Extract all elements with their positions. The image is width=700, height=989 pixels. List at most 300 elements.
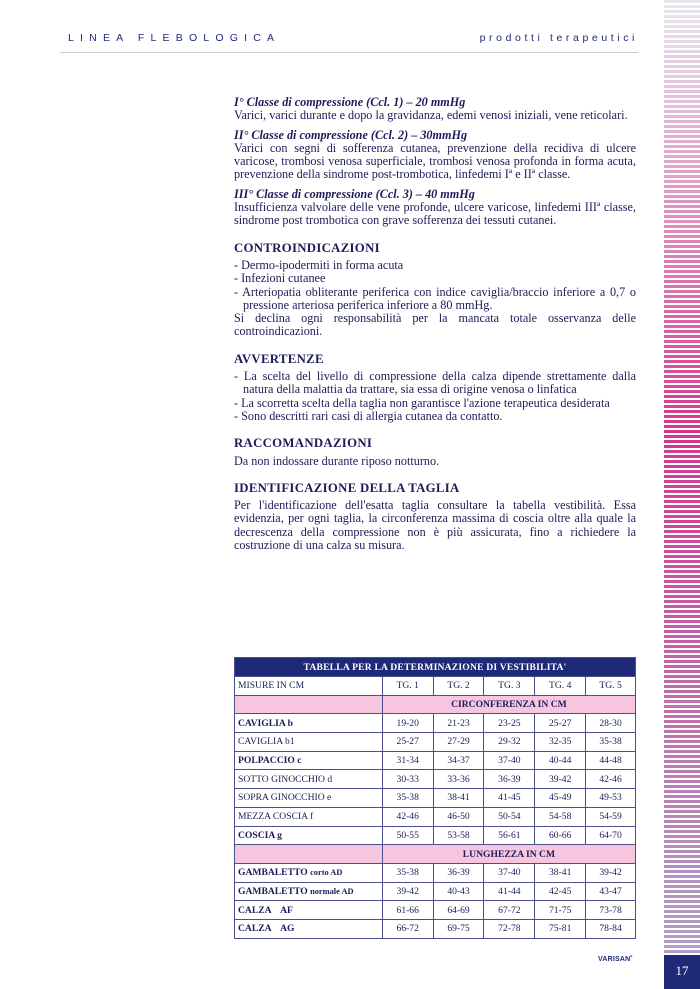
table-row <box>235 863 636 882</box>
stripe-line <box>664 835 700 838</box>
row-label-text: SOPRA GINOCCHIO e <box>238 792 332 804</box>
stripe-line <box>664 620 700 623</box>
stripe-line <box>664 625 700 628</box>
stripe-line <box>664 795 700 798</box>
row-label <box>235 770 383 789</box>
class-3-title: III° Classe di compressione (Ccl. 3) – 40 mmHg <box>234 186 475 201</box>
stripe-line <box>664 510 700 513</box>
subheader-blank <box>235 695 383 714</box>
stripe-line <box>664 645 700 648</box>
stripe-line <box>664 670 700 673</box>
stripe-line <box>664 815 700 818</box>
stripe-line <box>664 895 700 898</box>
stripe-line <box>664 655 700 658</box>
stripe-line <box>664 725 700 728</box>
table-cell: 56-61 <box>484 826 535 845</box>
list-item: - La scorretta scelta della taglia non garantisce l'azione terapeutica desiderata <box>234 395 610 410</box>
stripe-line <box>664 170 700 173</box>
stripe-line <box>664 460 700 463</box>
stripe-line <box>664 770 700 773</box>
stripe-line <box>664 700 700 703</box>
table-cell: 69-75 <box>433 919 484 938</box>
table-cell: 50-54 <box>484 807 535 826</box>
subheader-label: CIRCONFERENZA IN CM <box>382 695 635 714</box>
stripe-line <box>664 705 700 708</box>
table-row <box>235 882 636 901</box>
stripe-line <box>664 225 700 228</box>
stripe-line <box>664 945 700 948</box>
table-cell: 28-30 <box>586 714 636 733</box>
row-label <box>235 826 383 845</box>
stripe-line <box>664 500 700 503</box>
stripe-line <box>664 575 700 578</box>
brand-logo: VARISAN˚ <box>598 956 633 963</box>
raccomandazioni-text: Da non indossare durante riposo notturno. <box>234 453 440 468</box>
stripe-line <box>664 135 700 138</box>
table-cell: 50-55 <box>382 826 433 845</box>
stripe-line <box>664 130 700 133</box>
stripe-line <box>664 780 700 783</box>
stripe-line <box>664 280 700 283</box>
table-cell: 29-32 <box>484 733 535 752</box>
stripe-line <box>664 710 700 713</box>
table-cell: 61-66 <box>382 901 433 920</box>
list-item: - Sono descritti rari casi di allergia cutanea da contatto. <box>234 408 503 423</box>
stripe-line <box>664 195 700 198</box>
stripe-line <box>664 455 700 458</box>
series-title: LINEA FLEBOLOGICA <box>68 32 281 44</box>
stripe-line <box>664 735 700 738</box>
table-cell: 33-36 <box>433 770 484 789</box>
stripe-line <box>664 40 700 43</box>
stripe-line <box>664 30 700 33</box>
stripe-line <box>664 755 700 758</box>
table-cell: 60-66 <box>535 826 586 845</box>
table-cell: 72-78 <box>484 919 535 938</box>
table-row <box>235 751 636 770</box>
stripe-line <box>664 25 700 28</box>
stripe-line <box>664 910 700 913</box>
table-cell: 36-39 <box>433 863 484 882</box>
stripe-line <box>664 685 700 688</box>
stripe-line <box>664 775 700 778</box>
table-cell: 38-41 <box>433 789 484 808</box>
stripe-line <box>664 405 700 408</box>
stripe-line <box>664 840 700 843</box>
row-label-detail: corto AD <box>310 868 343 878</box>
stripe-line <box>664 185 700 188</box>
stripe-line <box>664 525 700 528</box>
table-cell: 25-27 <box>382 733 433 752</box>
stripe-line <box>664 10 700 13</box>
stripe-line <box>664 865 700 868</box>
stripe-line <box>664 595 700 598</box>
row-label <box>235 919 383 938</box>
stripe-line <box>664 200 700 203</box>
stripe-line <box>664 45 700 48</box>
page-number: 17 <box>664 955 700 989</box>
stripe-line <box>664 360 700 363</box>
stripe-line <box>664 825 700 828</box>
stripe-line <box>664 750 700 753</box>
stripe-line <box>664 850 700 853</box>
stripe-line <box>664 935 700 938</box>
stripe-line <box>664 365 700 368</box>
row-label <box>235 882 383 901</box>
table-cell: 42-45 <box>535 882 586 901</box>
table-cell: 41-44 <box>484 882 535 901</box>
controindicazioni-list <box>234 259 636 312</box>
row-label-text: GAMBALETTO <box>238 867 308 879</box>
stripe-line <box>664 140 700 143</box>
stripe-line <box>664 5 700 8</box>
stripe-line <box>664 885 700 888</box>
stripe-line <box>664 920 700 923</box>
class-1-title: I° Classe di compressione (Ccl. 1) – 20 mmHg <box>234 95 466 109</box>
stripe-line <box>664 610 700 613</box>
row-label <box>235 733 383 752</box>
category-title: prodotti terapeutici <box>479 32 638 44</box>
row-label-text: GAMBALETTO <box>238 885 308 897</box>
stripe-line <box>664 340 700 343</box>
stripe-line <box>664 255 700 258</box>
stripe-line <box>664 180 700 183</box>
stripe-line <box>664 235 700 238</box>
header-cell: TG. 2 <box>433 677 484 696</box>
controindicazioni-heading: CONTROINDICAZIONI <box>234 240 380 255</box>
table-row <box>235 807 636 826</box>
stripe-line <box>664 385 700 388</box>
decorative-stripes <box>664 0 700 955</box>
stripe-line <box>664 470 700 473</box>
subheader-blank <box>235 845 383 864</box>
stripe-line <box>664 635 700 638</box>
lunghezza-subheader <box>235 845 636 864</box>
table-cell: 35-38 <box>382 789 433 808</box>
stripe-line <box>664 50 700 53</box>
table-cell: 78-84 <box>586 919 636 938</box>
stripe-line <box>664 695 700 698</box>
stripe-line <box>664 95 700 98</box>
stripe-line <box>664 675 700 678</box>
stripe-line <box>664 275 700 278</box>
stripe-line <box>664 315 700 318</box>
stripe-line <box>664 335 700 338</box>
class-1-text: Varici, varici durante e dopo la gravidanza, edemi venosi iniziali, vene reticolari. <box>234 108 628 123</box>
table-row <box>235 714 636 733</box>
controindicazioni-note: Si declina ogni responsabilità per la mancata totale osservanza delle controindicazioni. <box>234 311 636 339</box>
stripe-line <box>664 765 700 768</box>
stripe-line <box>664 880 700 883</box>
table-cell: 49-53 <box>586 789 636 808</box>
stripe-line <box>664 680 700 683</box>
stripe-line <box>664 260 700 263</box>
stripe-line <box>664 465 700 468</box>
stripe-line <box>664 325 700 328</box>
stripe-line <box>664 435 700 438</box>
stripe-line <box>664 350 700 353</box>
table-cell: 36-39 <box>484 770 535 789</box>
row-label-text: CAVIGLIA b <box>238 717 294 729</box>
stripe-line <box>664 875 700 878</box>
table-cell: 37-40 <box>484 863 535 882</box>
stripe-line <box>664 190 700 193</box>
stripe-line <box>664 450 700 453</box>
stripe-line <box>664 285 700 288</box>
stripe-line <box>664 740 700 743</box>
row-label-detail: normale AD <box>310 886 354 896</box>
row-label-text: POLPACCIO c <box>238 755 302 767</box>
stripe-line <box>664 65 700 68</box>
stripe-line <box>664 485 700 488</box>
stripe-line <box>664 345 700 348</box>
main-content <box>234 96 636 552</box>
stripe-line <box>664 70 700 73</box>
header-cell: TG. 1 <box>382 677 433 696</box>
stripe-line <box>664 35 700 38</box>
stripe-line <box>664 15 700 18</box>
size-table <box>234 657 636 939</box>
stripe-line <box>664 890 700 893</box>
stripe-line <box>664 555 700 558</box>
stripe-line <box>664 245 700 248</box>
stripe-line <box>664 520 700 523</box>
stripe-line <box>664 490 700 493</box>
table-cell: 35-38 <box>586 733 636 752</box>
table-row <box>235 789 636 808</box>
stripe-line <box>664 940 700 943</box>
table-cell: 31-34 <box>382 751 433 770</box>
table-cell: 42-46 <box>586 770 636 789</box>
stripe-line <box>664 760 700 763</box>
table-cell: 44-48 <box>586 751 636 770</box>
table-cell: 38-41 <box>535 863 586 882</box>
stripe-line <box>664 415 700 418</box>
table-cell: 21-23 <box>433 714 484 733</box>
table-cell: 19-20 <box>382 714 433 733</box>
table-cell: 40-43 <box>433 882 484 901</box>
table-cell: 39-42 <box>382 882 433 901</box>
row-label-text: CALZA AG <box>238 923 295 935</box>
stripe-line <box>664 220 700 223</box>
stripe-line <box>664 580 700 583</box>
table-cell: 39-42 <box>586 863 636 882</box>
stripe-line <box>664 410 700 413</box>
stripe-line <box>664 120 700 123</box>
stripe-line <box>664 75 700 78</box>
stripe-line <box>664 950 700 953</box>
stripe-line <box>664 370 700 373</box>
stripe-line <box>664 860 700 863</box>
row-label-text: CAVIGLIA b1 <box>238 736 295 748</box>
stripe-line <box>664 125 700 128</box>
table-cell: 67-72 <box>484 901 535 920</box>
stripe-line <box>664 550 700 553</box>
table-cell: 54-59 <box>586 807 636 826</box>
stripe-line <box>664 650 700 653</box>
stripe-line <box>664 60 700 63</box>
stripe-line <box>664 375 700 378</box>
compression-classes <box>234 96 636 228</box>
stripe-line <box>664 845 700 848</box>
table-cell: 23-25 <box>484 714 535 733</box>
header-cell: TG. 3 <box>484 677 535 696</box>
raccomandazioni-heading: RACCOMANDAZIONI <box>234 436 373 451</box>
stripe-line <box>664 925 700 928</box>
stripe-line <box>664 110 700 113</box>
brand-name: VARISAN <box>598 956 631 963</box>
stripe-line <box>664 905 700 908</box>
identificazione-heading: IDENTIFICAZIONE DELLA TAGLIA <box>234 480 460 495</box>
stripe-line <box>664 565 700 568</box>
stripe-line <box>664 855 700 858</box>
header-cell: TG. 5 <box>586 677 636 696</box>
stripe-line <box>664 915 700 918</box>
stripe-line <box>664 930 700 933</box>
stripe-line <box>664 155 700 158</box>
table-cell: 34-37 <box>433 751 484 770</box>
stripe-line <box>664 55 700 58</box>
list-item: - Dermo-ipodermiti in forma acuta <box>234 257 404 272</box>
stripe-line <box>664 85 700 88</box>
stripe-line <box>664 80 700 83</box>
stripe-line <box>664 115 700 118</box>
avvertenze-heading: AVVERTENZE <box>234 351 324 366</box>
stripe-line <box>664 215 700 218</box>
table-cell: 46-50 <box>433 807 484 826</box>
row-label <box>235 714 383 733</box>
header-divider <box>60 52 638 53</box>
table-cell: 42-46 <box>382 807 433 826</box>
table-cell: 35-38 <box>382 863 433 882</box>
row-label-text: CALZA AF <box>238 904 293 916</box>
stripe-line <box>664 400 700 403</box>
row-label <box>235 863 383 882</box>
stripe-line <box>664 320 700 323</box>
stripe-line <box>664 90 700 93</box>
stripe-line <box>664 355 700 358</box>
stripe-line <box>664 105 700 108</box>
stripe-line <box>664 230 700 233</box>
stripe-line <box>664 870 700 873</box>
stripe-line <box>664 545 700 548</box>
table-cell: 73-78 <box>586 901 636 920</box>
stripe-line <box>664 790 700 793</box>
table-cell: 64-70 <box>586 826 636 845</box>
stripe-line <box>664 630 700 633</box>
table-cell: 64-69 <box>433 901 484 920</box>
stripe-line <box>664 585 700 588</box>
page-header <box>68 32 638 48</box>
list-item: - La scelta del livello di compressione della calza dipende strettamente dalla natura della malattia da trattare, sia essa di origine venosa o linfatica <box>234 369 636 397</box>
stripe-line <box>664 210 700 213</box>
stripe-line <box>664 475 700 478</box>
stripe-line <box>664 830 700 833</box>
stripe-line <box>664 265 700 268</box>
header-cell: TG. 4 <box>535 677 586 696</box>
stripe-line <box>664 390 700 393</box>
row-label-text: COSCIA g <box>238 829 282 841</box>
stripe-line <box>664 540 700 543</box>
identificazione-text: Per l'identificazione dell'esatta taglia consultare la tabella vestibilità. Essa evidenzia, per ogni taglia, la circonferenza massima di coscia oltre alla quale la decrescenza della compressione non è più assicurata, fino a richiedere la costruzione di una calza su misura. <box>234 498 636 553</box>
stripe-line <box>664 530 700 533</box>
row-label-text: MEZZA COSCIA f <box>238 811 314 823</box>
stripe-line <box>664 615 700 618</box>
table-cell: 53-58 <box>433 826 484 845</box>
table-cell: 71-75 <box>535 901 586 920</box>
stripe-line <box>664 380 700 383</box>
stripe-line <box>664 605 700 608</box>
table-title-row <box>235 658 636 677</box>
table-cell: 54-58 <box>535 807 586 826</box>
list-item: - Infezioni cutanee <box>234 271 326 286</box>
row-label <box>235 901 383 920</box>
stripe-line <box>664 720 700 723</box>
stripe-line <box>664 515 700 518</box>
avvertenze-list <box>234 370 636 423</box>
stripe-line <box>664 820 700 823</box>
header-cell: MISURE IN CM <box>235 677 383 696</box>
stripe-line <box>664 205 700 208</box>
stripe-line <box>664 165 700 168</box>
stripe-line <box>664 330 700 333</box>
row-label <box>235 751 383 770</box>
stripe-line <box>664 295 700 298</box>
table-row <box>235 919 636 938</box>
stripe-line <box>664 660 700 663</box>
stripe-line <box>664 590 700 593</box>
table-cell: 30-33 <box>382 770 433 789</box>
table-cell: 37-40 <box>484 751 535 770</box>
table-cell: 40-44 <box>535 751 586 770</box>
stripe-line <box>664 440 700 443</box>
table-cell: 41-45 <box>484 789 535 808</box>
stripe-line <box>664 150 700 153</box>
stripe-line <box>664 665 700 668</box>
stripe-line <box>664 305 700 308</box>
subheader-label: LUNGHEZZA IN CM <box>382 845 635 864</box>
circonferenza-subheader <box>235 695 636 714</box>
table-row <box>235 733 636 752</box>
table-cell: 27-29 <box>433 733 484 752</box>
table-row <box>235 826 636 845</box>
class-2-text: Varici con segni di sofferenza cutanea, prevenzione della recidiva di ulcere varicose, trombosi venosa superficiale, trombosi venosa profonda in forma acuta, prevenzione della sindrome post-trombotica, linfedemi Iª e IIª classe. <box>234 140 636 182</box>
table-row <box>235 901 636 920</box>
table-cell: 32-35 <box>535 733 586 752</box>
stripe-line <box>664 430 700 433</box>
stripe-line <box>664 240 700 243</box>
stripe-line <box>664 805 700 808</box>
stripe-line <box>664 420 700 423</box>
table-title: TABELLA PER LA DETERMINAZIONE DI VESTIBILITA' <box>235 658 636 677</box>
stripe-line <box>664 290 700 293</box>
stripe-line <box>664 250 700 253</box>
table-cell: 66-72 <box>382 919 433 938</box>
stripe-line <box>664 785 700 788</box>
stripe-line <box>664 505 700 508</box>
stripe-line <box>664 480 700 483</box>
stripe-line <box>664 100 700 103</box>
stripe-line <box>664 560 700 563</box>
stripe-line <box>664 300 700 303</box>
stripe-line <box>664 310 700 313</box>
stripe-line <box>664 160 700 163</box>
list-item: - Arteriopatia obliterante periferica con indice caviglia/braccio inferiore a 0,7 o pressione arteriosa periferica inferiore a 80 mmHg. <box>234 284 636 312</box>
table-cell: 43-47 <box>586 882 636 901</box>
stripe-line <box>664 270 700 273</box>
stripe-line <box>664 745 700 748</box>
stripe-line <box>664 145 700 148</box>
